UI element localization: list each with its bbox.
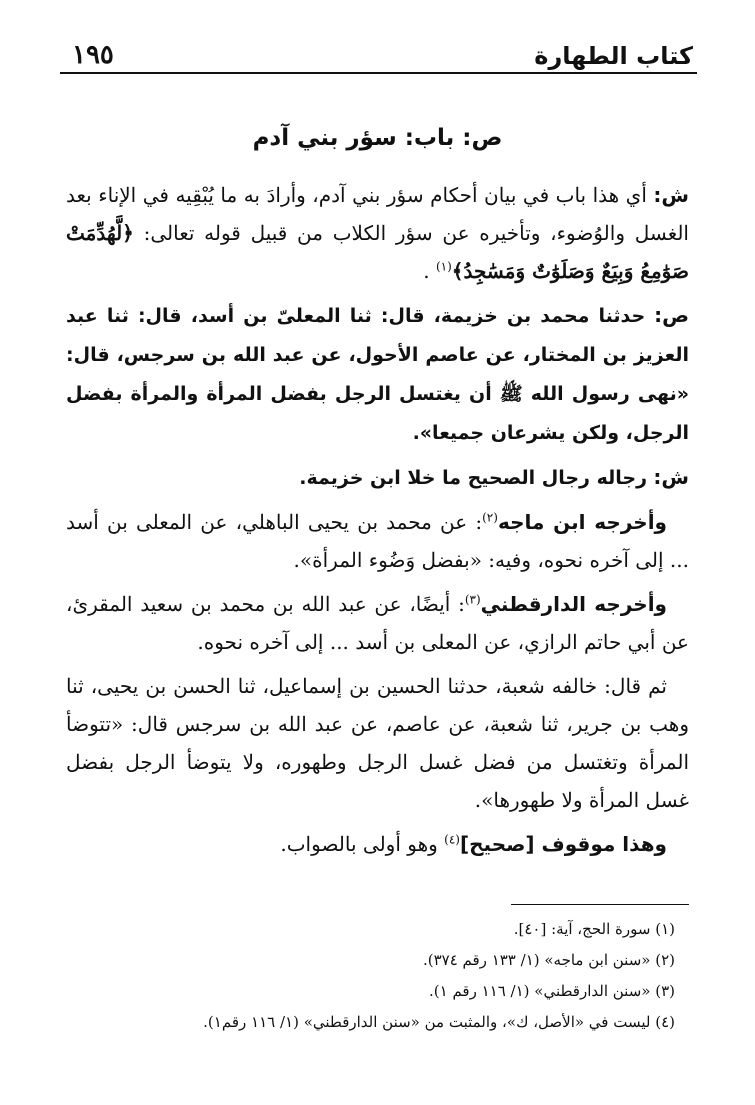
quran-verse: ﴿لَّهُدِّمَتْ صَوَٰمِعُ وَبِيَعٌ وَصَلَوَٰتٌ وَمَسَٰجِدُ﴾ <box>66 221 689 283</box>
footnote-marker: (١) <box>435 259 452 274</box>
footnote-4: (٤) ليست في «الأصل، ك»، والمثبت من «سنن الدارقطني» (١/ ١١٦ رقم١). <box>203 1013 675 1031</box>
source-name: وأخرجه الدارقطني <box>480 592 667 616</box>
header-divider <box>60 72 697 74</box>
commentary-text: رجاله رجال الصحيح ما خلا ابن خزيمة. <box>299 467 648 489</box>
matn-label: ص: <box>654 303 689 327</box>
sharh-label: ش: <box>653 183 690 207</box>
footnote-marker: (٤) <box>444 832 460 847</box>
main-text <box>66 118 689 869</box>
ruling-text: وهو أولى بالصواب. <box>280 832 438 856</box>
running-title: كتاب الطهارة <box>534 42 693 70</box>
hadith-paragraph <box>66 296 689 452</box>
takhrij-paragraph-2 <box>66 585 689 661</box>
commentary-paragraph-2 <box>66 458 689 497</box>
footnotes <box>66 914 675 1038</box>
ruling-label: وهذا موقوف [صحيح] <box>459 832 667 856</box>
sharh-label: ش: <box>653 465 689 489</box>
footnote-3: (٣) «سنن الدارقطني» (١/ ١١٦ رقم ١). <box>428 982 675 1000</box>
takhrij-paragraph-3 <box>66 667 689 819</box>
takhrij-paragraph-1 <box>66 503 689 579</box>
source-name: وأخرجه ابن ماجه <box>497 510 667 534</box>
page-header <box>72 28 693 68</box>
commentary-paragraph-1 <box>66 176 689 290</box>
footnote-divider <box>511 904 689 905</box>
page-number: ١٩٥ <box>72 40 114 70</box>
footnote-marker: (٣) <box>464 592 481 607</box>
commentary-text: أي هذا باب في بيان أحكام سؤر بني آدم، وأرادَ به ما يُبْقِيه في الإناء بعد الغسل والوُضوء، وتأخيره عن سؤر الكلاب من قبيل قوله تعالى: <box>66 183 689 245</box>
chapter-heading: ص: باب: سؤر بني آدم <box>252 125 503 151</box>
ruling-paragraph <box>66 825 689 863</box>
takhrij-text: : عن محمد بن يحيى الباهلي، عن المعلى بن أسد ... إلى آخره نحوه، وفيه: «بفضل وَضُوء المرأة». <box>66 510 689 572</box>
takhrij-text: : أيضًا، عن عبد الله بن محمد بن سعيد المقرئ، عن أبي حاتم الرازي، عن المعلى بن أسد ... إلى آخره نحوه. <box>66 592 689 654</box>
hadith-text: حدثنا محمد بن خزيمة، قال: ثنا المعلىّ بن أسد، قال: ثنا عبد العزيز بن المختار، عن عاصم الأحول، عن عبد الله بن سرجس، قال: «نهى رسول الله ﷺ أن يغتسل الرجل بفضل المرأة والمرأة بفضل الرجل، ولكن يشرعان جميعا». <box>66 305 689 444</box>
footnote-2: (٢) «سنن ابن ماجه» (١/ ١٣٣ رقم ٣٧٤). <box>422 951 675 969</box>
footnote-1: (١) سورة الحج، آية: [٤٠]. <box>513 920 675 938</box>
footnote-marker: (٢) <box>482 510 498 525</box>
takhrij-text: ثم قال: خالفه شعبة، حدثنا الحسين بن إسماعيل، ثنا الحسن بن يحيى، ثنا وهب بن جرير، ثنا شعبة، عن عاصم، عن عبد الله بن سرجس قال: «تتوضأ المرأة وتغتسل من فضل غسل الرجل وطهوره، ولا يتوضأ الرجل بفضل غسل المرأة ولا طهورها». <box>66 674 689 812</box>
sentence-end: . <box>423 259 430 283</box>
